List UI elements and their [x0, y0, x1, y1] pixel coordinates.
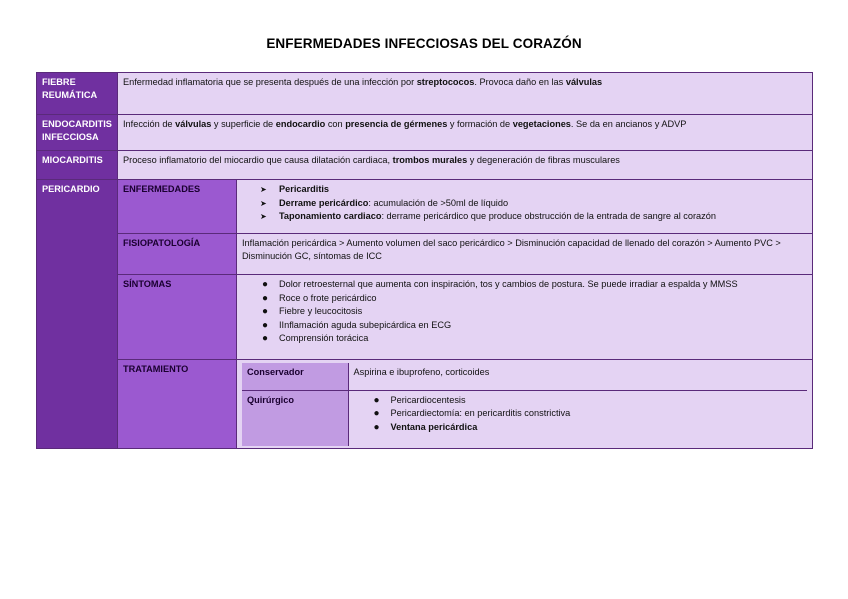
- row-fiebre-reumatica: [37, 73, 813, 115]
- tratamiento-cell: [237, 360, 813, 449]
- list-item: ➤ Derrame pericárdico: acumulación de >50ml de líquido: [242, 197, 807, 211]
- tratamiento-table: [242, 363, 807, 446]
- diseases-table: [36, 72, 813, 449]
- desc-fiebre-reumatica: Enfermedad inflamatoria que se presenta después de una infección por streptococos. Provoca daño en las válvulas: [118, 73, 813, 115]
- dot-bullet-icon: ●: [262, 279, 269, 290]
- label-fisiopatologia: FISIOPATOLOGÍA: [118, 234, 237, 275]
- quirurgico-list: [354, 394, 803, 435]
- dot-bullet-icon: ●: [373, 394, 380, 406]
- label-enfermedades: ENFERMEDADES: [118, 180, 237, 234]
- row-miocarditis: [37, 151, 813, 180]
- list-item: ● Pericardiectomía: en pericarditis constrictiva: [373, 408, 571, 419]
- row-conservador: [242, 363, 807, 390]
- list-item: ● Ventana pericárdica: [373, 421, 478, 433]
- row-pericardio-enfermedades: [37, 180, 813, 234]
- row-pericardio-tratamiento: [37, 360, 813, 449]
- row-pericardio-sintomas: [37, 275, 813, 360]
- label-miocarditis: MIOCARDITIS: [37, 151, 118, 180]
- dot-bullet-icon: ●: [373, 421, 380, 433]
- dot-bullet-icon: ●: [262, 333, 269, 344]
- row-endocarditis: [37, 115, 813, 151]
- dot-bullet-icon: ●: [262, 292, 269, 304]
- arrow-bullet-icon: ➤: [260, 185, 267, 194]
- label-conservador: Conservador: [242, 363, 348, 390]
- list-item: ● Dolor retroesternal que aumenta con inspiración, tos y cambios de postura. Se puede irradiar a espalda y MMSS: [262, 279, 738, 290]
- label-pericardio: PERICARDIO: [37, 180, 118, 449]
- label-quirurgico: Quirúrgico: [242, 390, 348, 446]
- desc-conservador: Aspirina e ibuprofeno, corticoides: [348, 363, 807, 390]
- row-quirurgico: [242, 390, 807, 446]
- list-item: ➤ Pericarditis: [242, 183, 807, 197]
- label-sintomas: SÍNTOMAS: [118, 275, 237, 360]
- list-item: ● Comprensión torácica: [262, 333, 369, 344]
- list-item: ● Pericardiocentesis: [373, 394, 466, 406]
- arrow-bullet-icon: ➤: [260, 212, 267, 221]
- sintomas-list-cell: [237, 275, 813, 360]
- desc-miocarditis: Proceso inflamatorio del miocardio que causa dilatación cardiaca, trombos murales y degeneración de fibras musculares: [118, 151, 813, 180]
- dot-bullet-icon: ●: [262, 306, 269, 317]
- arrow-bullet-icon: ➤: [260, 198, 267, 208]
- page-title: ENFERMEDADES INFECCIOSAS DEL CORAZÓN: [266, 36, 582, 51]
- label-endocarditis: ENDOCARDITIS INFECCIOSA: [37, 115, 118, 151]
- dot-bullet-icon: ●: [373, 408, 380, 419]
- label-tratamiento: TRATAMIENTO: [118, 360, 237, 449]
- sintomas-list: [242, 278, 807, 346]
- list-item: ● IInflamación aguda subepicárdica en ECG: [262, 319, 452, 331]
- desc-endocarditis: Infección de válvulas y superficie de endocardio con presencia de gérmenes y formación de vegetaciones. Se da en ancianos y ADVP: [118, 115, 813, 151]
- row-pericardio-fisiopatologia: [37, 234, 813, 275]
- list-item: ● Roce o frote pericárdico: [262, 292, 377, 304]
- label-fiebre-reumatica: FIEBRE REUMÁTICA: [37, 73, 118, 115]
- dot-bullet-icon: ●: [262, 319, 269, 331]
- enfermedades-list-cell: [237, 180, 813, 234]
- list-item: ➤ Taponamiento cardiaco: derrame pericárdico que produce obstrucción de la entrada de sangre al corazón: [242, 210, 807, 224]
- enfermedades-list: [242, 183, 807, 224]
- desc-fisiopatologia: Inflamación pericárdica > Aumento volumen del saco pericárdico > Disminución capacidad de llenado del corazón > Aumento PVC > Disminución GC, síntomas de ICC: [237, 234, 813, 275]
- list-item: ● Fiebre y leucocitosis: [262, 306, 363, 317]
- quirurgico-list-cell: [348, 390, 807, 446]
